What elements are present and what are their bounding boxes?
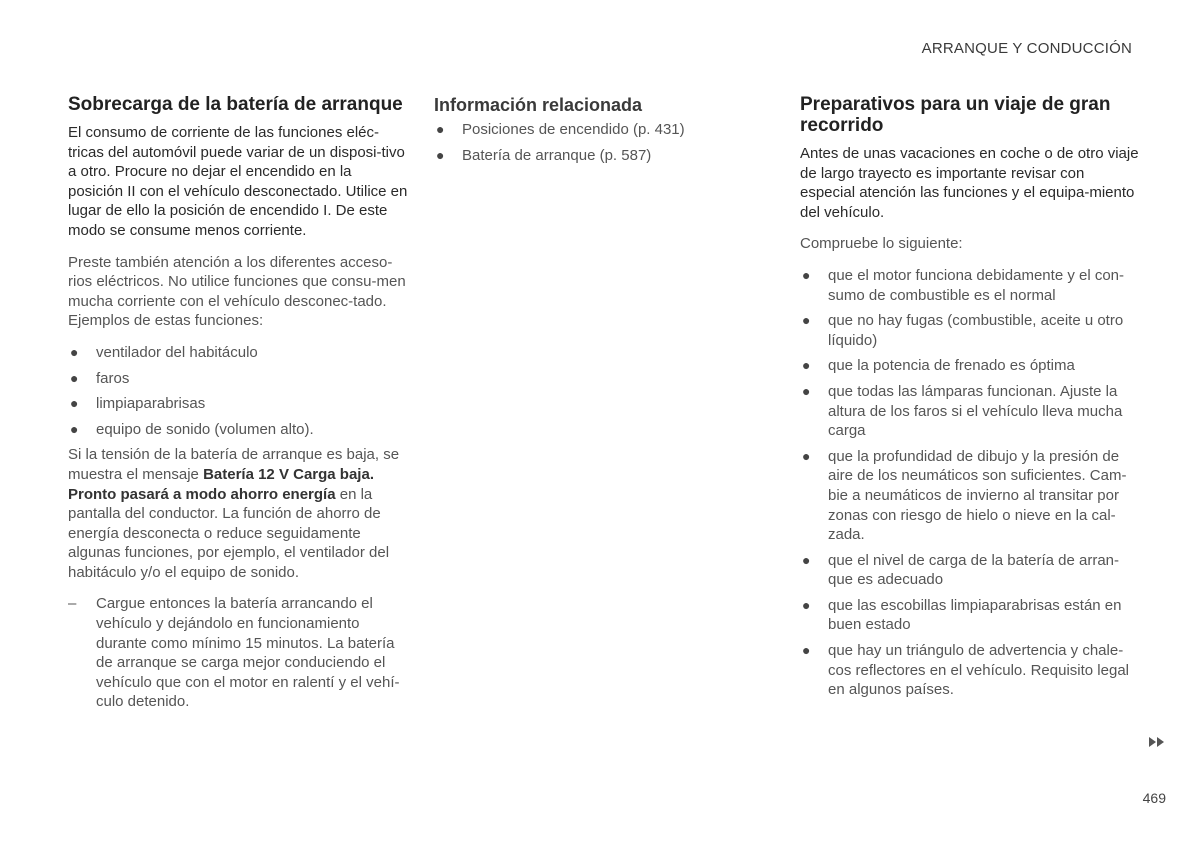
paragraph-long-trip-intro: Antes de unas vacaciones en coche o de otro viaje de largo trayecto es importante revisar con especial atención las funciones y el equipa-miento del vehículo.	[800, 145, 1139, 221]
action-step-text: Cargue entonces la batería arrancando el vehículo y dejándolo en funcionamiento durante como mínimo 15 minutos. La batería de arranque se carga mejor conduciendo el vehículo que con el motor en ralentí y el vehí-culo detenido.	[96, 595, 400, 711]
list-item	[800, 266, 1140, 305]
bullet-icon: ●	[802, 596, 811, 613]
bullet-icon: ●	[70, 369, 79, 386]
running-header: ARRANQUE Y CONDUCCIÓN	[921, 40, 1132, 57]
paragraph-low-voltage	[68, 445, 408, 582]
bullet-icon: ●	[802, 357, 811, 374]
list-item-text: que las escobillas limpiaparabrisas están en buen estado	[828, 596, 1122, 634]
bullet-icon: ●	[436, 121, 445, 137]
bullet-icon: ●	[802, 266, 811, 283]
bullet-icon: ●	[70, 420, 79, 437]
column-long-trip	[800, 94, 1140, 706]
list-item	[800, 641, 1140, 700]
dash-marker: –	[68, 595, 77, 613]
list-item	[800, 596, 1140, 635]
low-voltage-text-end: en la pantalla del conductor. La función de ahorro de energía desconecta o reduce seguidamente algunas funciones, por ejemplo, el ventilador del habitáculo y/o el equipo de sonido.	[68, 485, 390, 581]
list-item	[68, 420, 408, 440]
list-item-text: que no hay fugas (combustible, aceite u otro líquido)	[828, 312, 1124, 349]
list-item-text: que la potencia de frenado es óptima	[828, 357, 1075, 375]
paragraph-accessories: Preste también atención a los diferentes acceso-rios eléctricos. No utilice funciones que consu-men mucha corriente con el vehículo desconec-tado. Ejemplos de estas funciones:	[68, 253, 406, 330]
related-info-title: Información relacionada	[434, 95, 643, 115]
related-links-list	[434, 120, 754, 165]
section-title-battery-overload: Sobrecarga de la batería de arranque	[68, 94, 403, 115]
display-message: Batería 12 V Carga baja. Pronto pasará a modo ahorro energía	[68, 465, 374, 503]
bullet-icon: ●	[802, 447, 811, 464]
list-item-text: que la profundidad de dibujo y la presión de aire de los neumáticos son suficientes. Cam-bie a neumáticos de invierno al transitar por zonas con riesgo de hielo o nieve en la cal-zada.	[828, 447, 1127, 544]
bullet-icon: ●	[70, 395, 79, 412]
checklist	[800, 266, 1140, 700]
paragraph-power-consumption: El consumo de corriente de las funciones eléc-tricas del automóvil puede variar de un disposi-tivo a otro. Procure no dejar el encendido en la posición II con el vehículo desconectado. Utilice en lugar de ello la posición de encendido I. De este modo se consume menos corriente.	[68, 124, 408, 239]
list-item	[800, 311, 1140, 350]
related-link[interactable]	[434, 120, 754, 140]
list-item-text: que hay un triángulo de advertencia y chale-cos reflectores en el vehículo. Requisito legal en algunos países.	[828, 642, 1129, 699]
bullet-icon: ●	[70, 343, 79, 360]
list-item-text: faros	[96, 369, 130, 387]
list-item	[800, 551, 1140, 590]
low-voltage-text-start: Si la tensión de la batería de arranque es baja, se muestra el mensaje	[68, 446, 400, 483]
list-item	[800, 447, 1140, 545]
related-link[interactable]	[434, 146, 754, 166]
bullet-icon: ●	[802, 312, 811, 329]
examples-list	[68, 343, 408, 439]
bullet-icon: ●	[802, 642, 811, 659]
page-number: 469	[1142, 790, 1166, 806]
bullet-icon: ●	[802, 382, 811, 399]
list-item-text: equipo de sonido (volumen alto).	[96, 420, 314, 438]
section-title-long-trip: Preparativos para un viaje de gran recorrido	[800, 94, 1111, 136]
list-item	[68, 343, 408, 363]
bullet-icon: ●	[436, 146, 445, 163]
action-step	[68, 594, 408, 712]
list-item	[800, 382, 1140, 441]
list-item-text: que el nivel de carga de la batería de arran-que es adecuado	[828, 551, 1120, 589]
column-related-info	[434, 94, 754, 171]
list-item	[68, 394, 408, 414]
related-link-text[interactable]: Batería de arranque (p. 587)	[462, 146, 652, 164]
paragraph-check-following: Compruebe lo siguiente:	[800, 235, 963, 253]
list-item	[68, 369, 408, 389]
list-item-text: que todas las lámparas funcionan. Ajuste la altura de los faros si el vehículo lleva mucha carga	[828, 382, 1123, 440]
column-battery-overload	[68, 94, 408, 712]
double-triangle-right-icon	[1148, 735, 1166, 749]
bullet-icon: ●	[802, 551, 811, 568]
related-link-text[interactable]: Posiciones de encendido (p. 431)	[462, 121, 685, 138]
list-item-text: que el motor funciona debidamente y el con-sumo de combustible es el normal	[828, 266, 1125, 304]
list-item-text: ventilador del habitáculo	[96, 343, 258, 361]
list-item-text: limpiaparabrisas	[96, 395, 206, 413]
list-item	[800, 356, 1140, 376]
